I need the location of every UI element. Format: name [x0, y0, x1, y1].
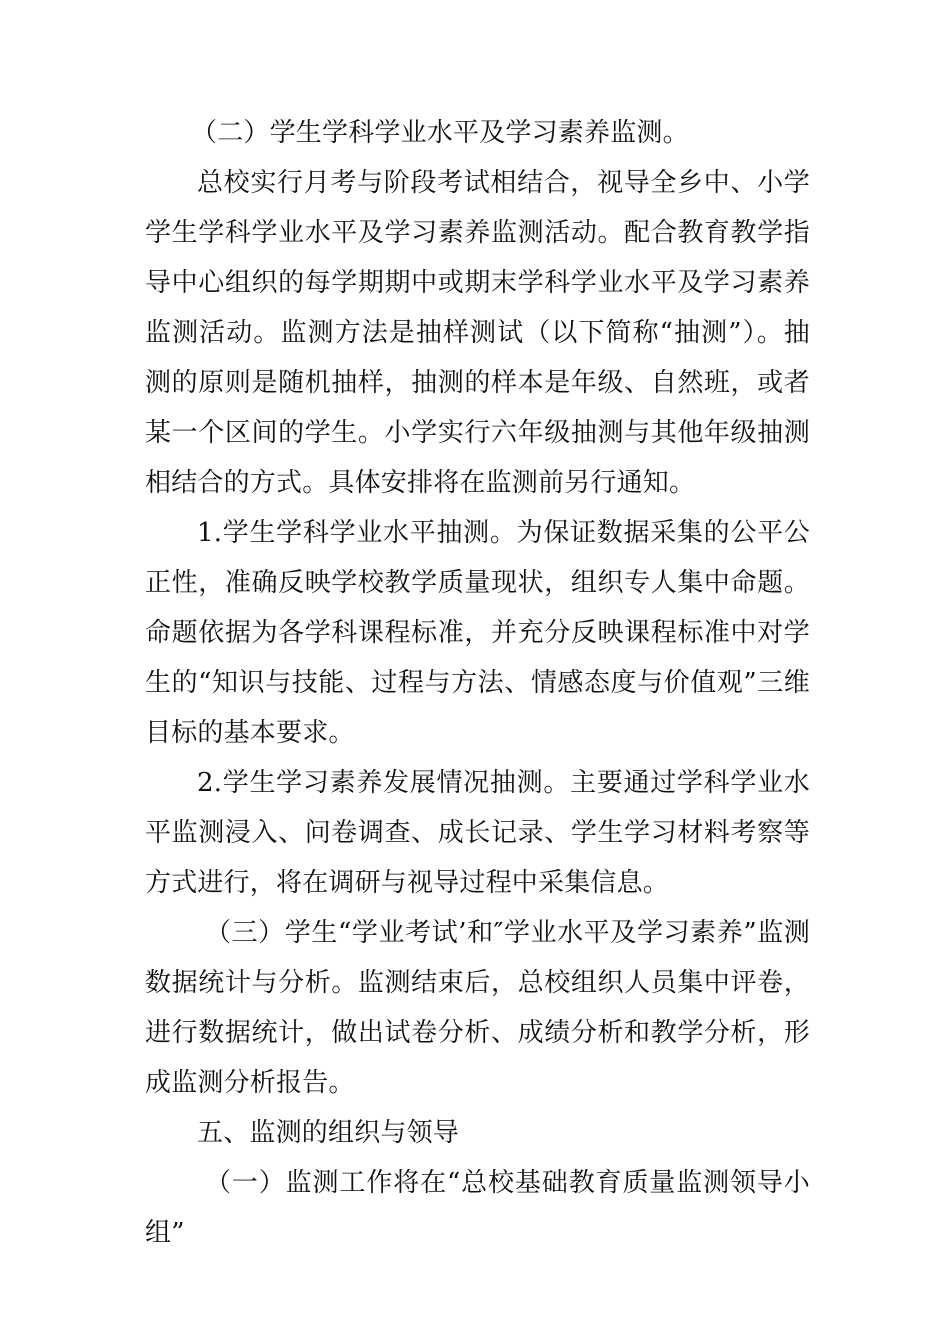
paragraph-item-1-academic-sampling: 1.学生学科学业水平抽测。为保证数据采集的公平公正性，准确反映学校教学质量现状，组织专人集中命题。命题依据为各学科课程标准，并充分反映课程标准中对学生的“知识与技能、过程与方法、情感态度与价值观”三维目标的基本要求。 — [145, 518, 810, 748]
paragraph-monitoring-overview: 总校实行月考与阶段考试相结合，视导全乡中、小学学生学科学业水平及学习素养监测活动。配合教育教学指导中心组织的每学期期中或期末学科学业水平及学习素养监测活动。监测方法是抽样测试（以下简称“抽测”）。抽测的原则是随机抽样，抽测的样本是年级、自然班，或者某一个区间的学生。小学实行六年级抽测与其他年级抽测相结合的方式。具体安排将在监测前另行通知。 — [145, 168, 810, 498]
paragraph-section-3-statistics: （三）学生“学业考试’和″学业水平及学习素养”监测数据统计与分析。监测结束后，总校组织人员集中评卷，进行数据统计，做出试卷分析、成绩分析和教学分析，形成监测分析报告。 — [145, 918, 810, 1098]
paragraph-section-5-item-1: （一）监测工作将在“总校基础教育质量监测领导小组” — [145, 1168, 810, 1248]
document-page — [145, 108, 810, 1258]
paragraph-section-2-heading: （二）学生学科学业水平及学习素养监测。 — [191, 118, 689, 148]
paragraph-item-2-literacy-sampling: 2.学生学习素养发展情况抽测。主要通过学科学业水平监测浸入、问卷调查、成长记录、学生学习材料考察等方式进行，将在调研与视导过程中采集信息。 — [145, 768, 810, 898]
paragraph-section-5-heading: 五、监测的组织与领导 — [197, 1118, 460, 1148]
